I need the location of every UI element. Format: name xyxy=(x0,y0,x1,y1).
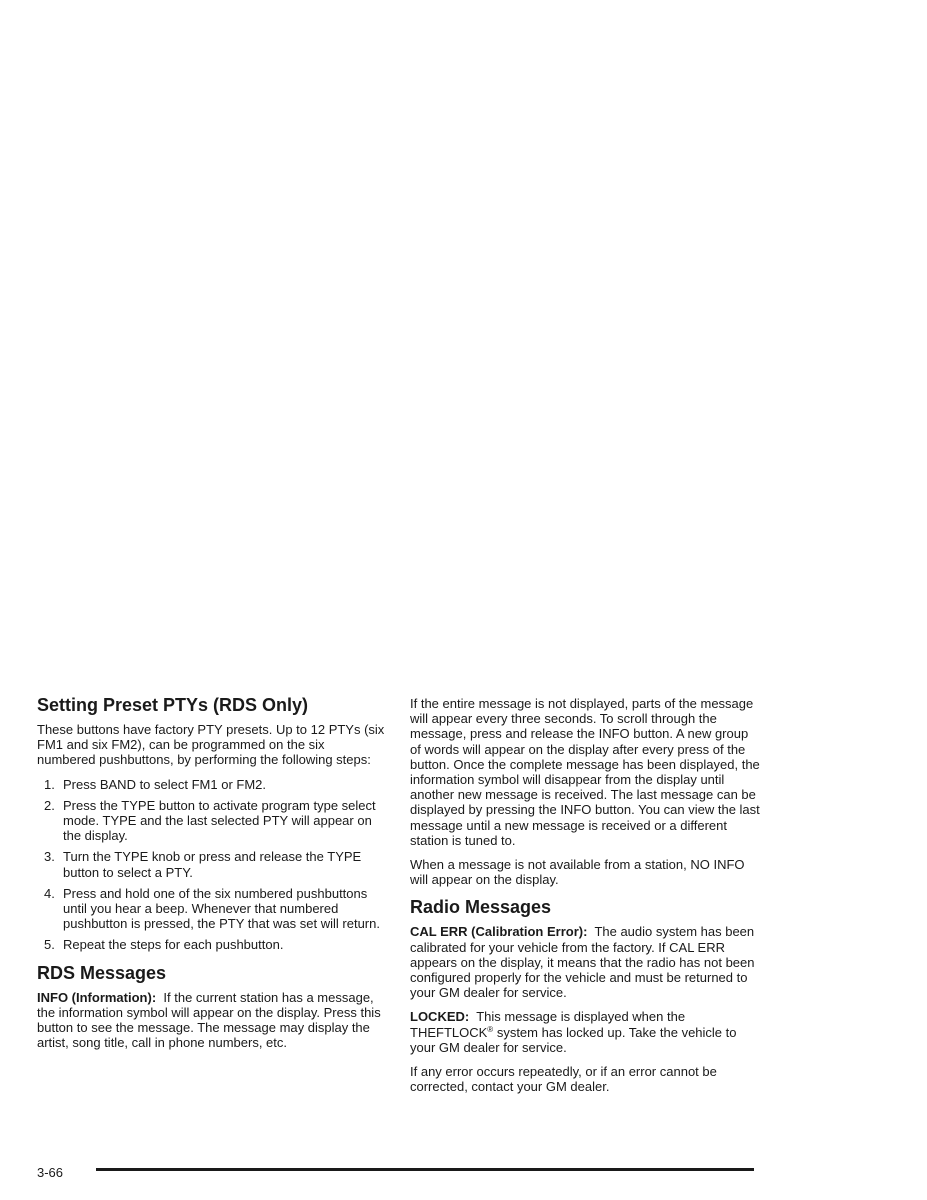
info-paragraph xyxy=(37,990,385,1051)
scroll-message-paragraph: If the entire message is not displayed, parts of the message will appear every three seconds. To scroll through the message, press and release the INFO button. A new group of words will appear on the display after every press of the button. Once the complete message has been displayed, the information symbol will disappear from the display until another new message is received. The last message can be displayed by pressing the INFO button. You can view the last message until a new message is received or a different station is tuned to. xyxy=(410,696,760,848)
locked-term: LOCKED: xyxy=(410,1009,470,1025)
left-column xyxy=(37,694,385,1059)
preset-steps-list xyxy=(37,777,385,953)
step-text: Press and hold one of the six numbered pushbuttons until you hear a beep. Whenever that numbered pushbutton is pressed, the PTY that was set will return. xyxy=(63,885,380,932)
info-term: INFO (Information): xyxy=(37,989,157,1005)
step-number: 4. xyxy=(44,885,55,901)
registered-mark: ® xyxy=(487,1024,494,1034)
locked-text-before: This message is displayed when the THEFTLOCK xyxy=(410,1009,686,1040)
step-number: 5. xyxy=(44,937,55,953)
step-text: Press the TYPE button to activate program type select mode. TYPE and the last selected PTY will appear on the display. xyxy=(63,797,376,844)
error-paragraph: If any error occurs repeatedly, or if an error cannot be corrected, contact your GM dealer. xyxy=(410,1064,717,1095)
list-item xyxy=(37,777,385,792)
right-column xyxy=(410,696,760,1103)
cal-err-term: CAL ERR (Calibration Error): xyxy=(410,924,588,940)
step-number: 2. xyxy=(44,797,55,813)
step-text: Press BAND to select FM1 or FM2. xyxy=(63,776,266,792)
locked-paragraph xyxy=(410,1009,760,1055)
cal-err-text: The audio system has been calibrated for your vehicle from the factory. If CAL ERR appears on the display, it means that the radio has not been configured properly for the vehicle and must be returned to your GM dealer for service. xyxy=(410,924,755,1001)
list-item xyxy=(37,886,385,932)
step-number: 1. xyxy=(44,776,55,792)
step-text: Turn the TYPE knob or press and release the TYPE button to select a PTY. xyxy=(63,849,362,880)
no-info-paragraph: When a message is not available from a station, NO INFO will appear on the display. xyxy=(410,857,745,888)
list-item xyxy=(37,849,385,879)
info-text: If the current station has a message, the information symbol will appear on the display. Press this button to see the message. The message may display the artist, song title, call in phone numbers, etc. xyxy=(37,989,381,1051)
step-text: Repeat the steps for each pushbutton. xyxy=(63,937,284,953)
step-number: 3. xyxy=(44,849,55,865)
list-item xyxy=(37,798,385,844)
footer-rule xyxy=(96,1168,754,1171)
page-number: 3-66 xyxy=(37,1165,64,1180)
heading-radio-messages: Radio Messages xyxy=(410,897,552,918)
presets-intro-paragraph: These buttons have factory PTY presets. Up to 12 PTYs (six FM1 and six FM2), can be programmed on the six numbered pushbuttons, by performing the following steps: xyxy=(37,722,385,768)
heading-setting-preset-ptys: Setting Preset PTYs (RDS Only) xyxy=(37,695,309,715)
list-item xyxy=(37,937,385,952)
cal-err-paragraph xyxy=(410,924,760,1000)
locked-text-after: system has locked up. Take the vehicle to your GM dealer for service. xyxy=(410,1024,737,1055)
heading-rds-messages: RDS Messages xyxy=(37,962,167,983)
